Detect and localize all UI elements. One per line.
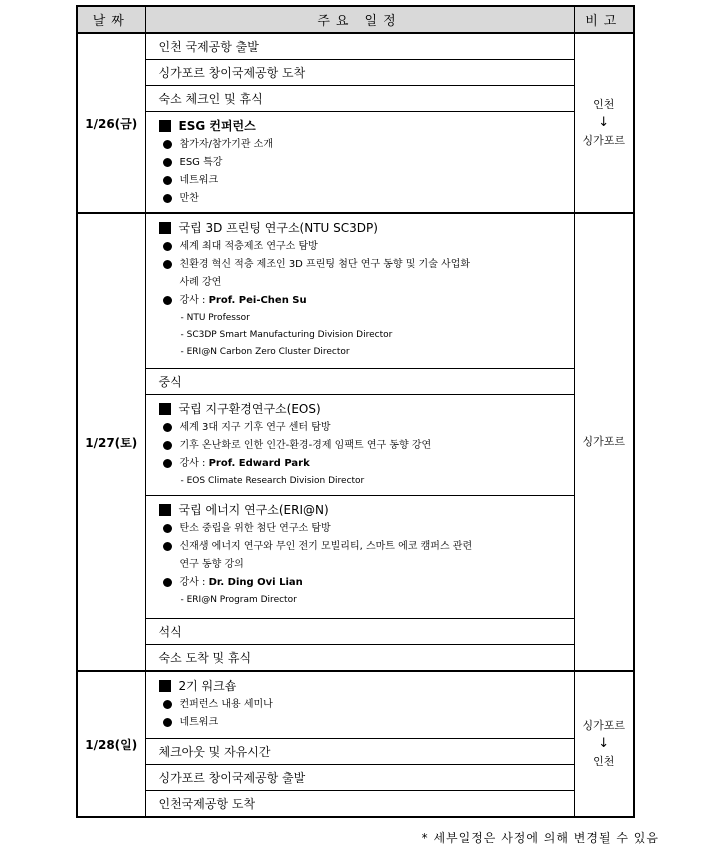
circle-bullet-icon (163, 524, 172, 533)
schedule-row (77, 671, 634, 739)
arrow-down-icon: ↓ (598, 736, 610, 751)
schedule-row (77, 739, 634, 765)
lecturer-name: Dr. Ding Ovi Lian (208, 577, 303, 588)
note-to: 싱가포르 (582, 134, 625, 147)
circle-bullet-icon (163, 542, 172, 551)
header-note: 비고 (574, 6, 634, 33)
day1-item: 숙소 체크인 및 휴식 (145, 86, 574, 112)
list-item: 연구 동향 강의 (179, 559, 244, 570)
section-heading: 2기 워크숍 (159, 676, 568, 696)
conference-block (145, 112, 574, 214)
section-heading: 국립 에너지 연구소(ERI@N) (159, 500, 568, 520)
list-item: 친환경 혁신 적층 제조인 3D 프린팅 첨단 연구 동향 및 기술 사업화 (159, 256, 568, 274)
sub-item: - EOS Climate Research Division Director (180, 476, 365, 486)
section-heading: 국립 지구환경연구소(EOS) (159, 399, 568, 419)
list-item: 기후 온난화로 인한 인간-환경-경제 임팩트 연구 동향 강연 (159, 437, 568, 455)
list-item: 강사 : Dr. Ding Ovi Lian (159, 574, 568, 592)
circle-bullet-icon (163, 441, 172, 450)
day1-item: 싱가포르 창이국제공항 도착 (145, 60, 574, 86)
day2-date: 1/27(토) (77, 213, 145, 671)
schedule-row (77, 395, 634, 496)
list-item: 강사 : Prof. Pei-Chen Su (159, 292, 568, 310)
sub-item: - SC3DP Smart Manufacturing Division Director (180, 330, 393, 340)
header-date: 날짜 (77, 6, 145, 33)
day1-note (574, 33, 634, 213)
circle-bullet-icon (163, 158, 172, 167)
square-bullet-icon (159, 403, 171, 415)
list-item: 강사 : Prof. Edward Park (159, 455, 568, 473)
lecturer-name: Prof. Edward Park (208, 458, 310, 469)
schedule-row (77, 33, 634, 60)
schedule-row (77, 765, 634, 791)
circle-bullet-icon (163, 140, 172, 149)
schedule-row (77, 86, 634, 112)
lunch-item: 중식 (145, 369, 574, 395)
circle-bullet-icon (163, 176, 172, 185)
schedule-row (77, 619, 634, 645)
sub-item: - ERI@N Carbon Zero Cluster Director (180, 347, 350, 357)
schedule-row (77, 369, 634, 395)
circle-bullet-icon (163, 194, 172, 203)
list-item: 네트워크 (159, 172, 568, 190)
day3-note (574, 671, 634, 817)
circle-bullet-icon (163, 423, 172, 432)
header-main: 주요 일정 (145, 6, 574, 33)
sub-item: - ERI@N Program Director (180, 595, 297, 605)
circle-bullet-icon (163, 459, 172, 468)
schedule-table (76, 5, 635, 818)
schedule-row (77, 496, 634, 619)
erin-block (145, 496, 574, 619)
sub-item: - NTU Professor (180, 313, 250, 323)
list-item: 네트워크 (159, 714, 568, 732)
circle-bullet-icon (163, 260, 172, 269)
schedule-row (77, 60, 634, 86)
list-item: ESG 특강 (159, 154, 568, 172)
schedule-row (77, 791, 634, 818)
footnote: * 세부일정은 사정에 의해 변경될 수 있음 (421, 831, 659, 845)
arrow-down-icon: ↓ (598, 115, 610, 130)
header-row (77, 6, 634, 33)
workshop-block (145, 671, 574, 739)
ntu-block (145, 213, 574, 369)
list-item: 탄소 중립을 위한 첨단 연구소 탐방 (159, 520, 568, 538)
day3-date: 1/28(일) (77, 671, 145, 817)
circle-bullet-icon (163, 718, 172, 727)
day1-date: 1/26(금) (77, 33, 145, 213)
dinner-item: 석식 (145, 619, 574, 645)
list-item: 컨퍼런스 내용 세미나 (159, 696, 568, 714)
note-from: 싱가포르 (582, 719, 625, 732)
list-item: 참가자/참가기관 소개 (159, 136, 568, 154)
day3-item: 체크아웃 및 자유시간 (145, 739, 574, 765)
schedule-row (77, 645, 634, 672)
rest-item: 숙소 도착 및 휴식 (145, 645, 574, 672)
list-item: 신재생 에너지 연구와 무인 전기 모빌리티, 스마트 에코 캠퍼스 관련 (159, 538, 568, 556)
square-bullet-icon (159, 222, 171, 234)
section-heading: 국립 3D 프린팅 연구소(NTU SC3DP) (159, 218, 568, 238)
square-bullet-icon (159, 680, 171, 692)
day3-item: 인천국제공항 도착 (145, 791, 574, 818)
eos-block (145, 395, 574, 496)
list-item: 만찬 (159, 190, 568, 208)
schedule-row (77, 112, 634, 214)
note-from: 인천 (593, 98, 615, 111)
list-item: 사례 강연 (179, 277, 222, 288)
schedule-row (77, 213, 634, 369)
note-to: 인천 (593, 755, 615, 768)
circle-bullet-icon (163, 242, 172, 251)
list-item: 세계 3대 지구 기후 연구 센터 탐방 (159, 419, 568, 437)
day2-note: 싱가포르 (574, 213, 634, 671)
lecturer-name: Prof. Pei-Chen Su (208, 295, 307, 306)
circle-bullet-icon (163, 296, 172, 305)
list-item: 세계 최대 적층제조 연구소 탐방 (159, 238, 568, 256)
square-bullet-icon (159, 120, 171, 132)
section-heading: ESG 컨퍼런스 (159, 116, 568, 136)
day1-item: 인천 국제공항 출발 (145, 33, 574, 60)
square-bullet-icon (159, 504, 171, 516)
day3-item: 싱가포르 창이국제공항 출발 (145, 765, 574, 791)
circle-bullet-icon (163, 700, 172, 709)
circle-bullet-icon (163, 578, 172, 587)
